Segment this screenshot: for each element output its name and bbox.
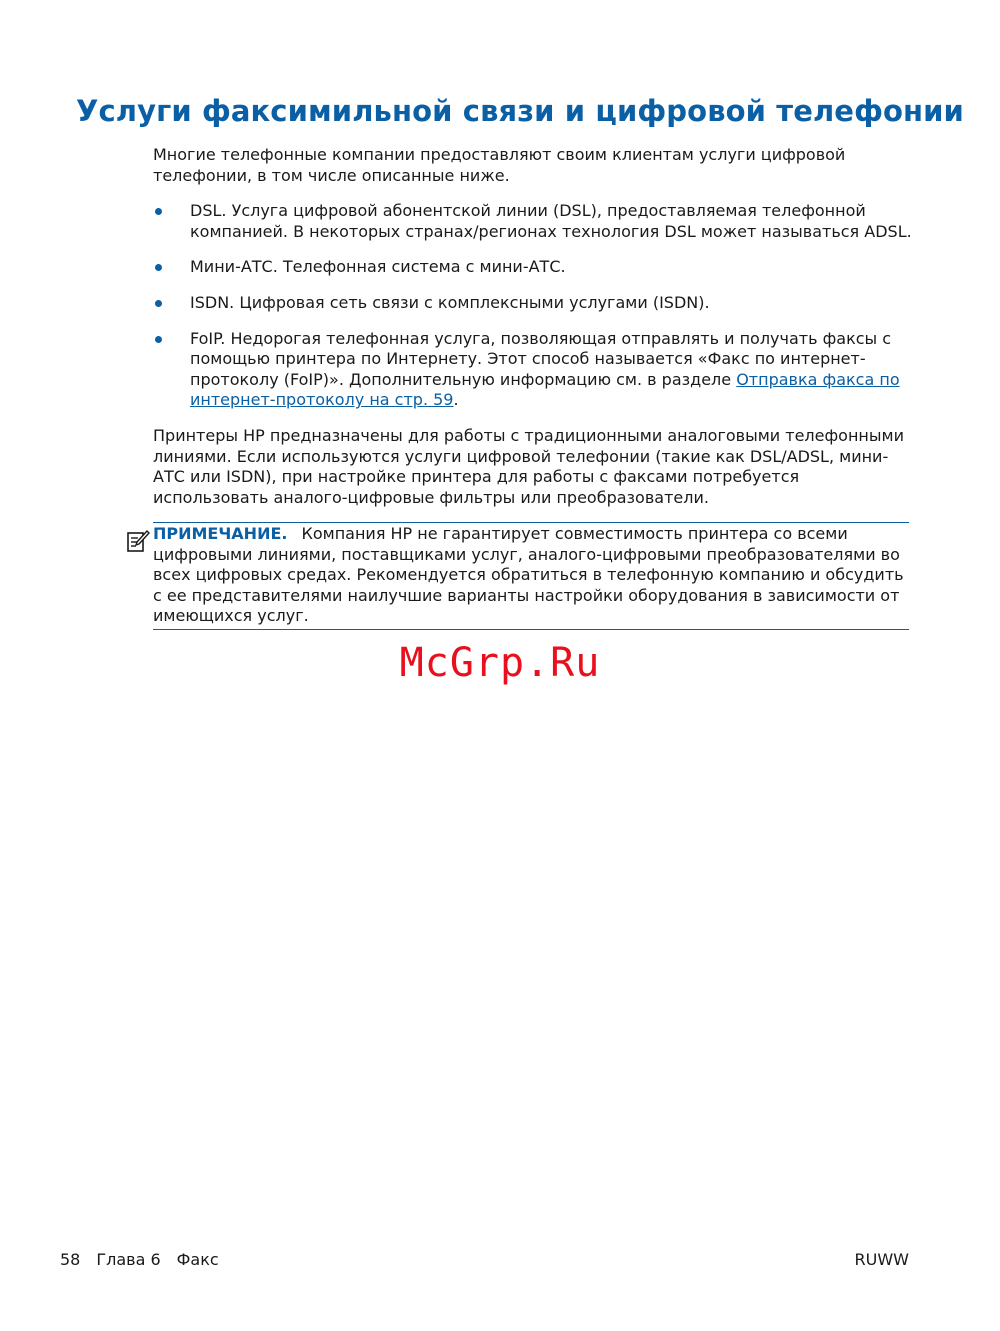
chapter-label: Глава 6 [96, 1250, 161, 1269]
bullet-icon [155, 300, 162, 307]
service-list [153, 201, 913, 411]
note-text: Компания HP не гарантирует совместимость принтера со всеми цифровыми линиями, поставщиками услуг, аналого-цифровыми преобразователями во всех цифровых средах. Рекомендуется обратиться в телефонную компанию и обсудить с ее представителями наилучшие варианты настройки оборудования в зависимости от имеющихся услуг. [153, 524, 904, 626]
hp-paragraph: Принтеры HP предназначены для работы с традиционными аналоговыми телефонными линиями. Если используются услуги цифровой телефонии (такие как DSL/ADSL, мини-АТС или ISDN), при настройке принтера для работы с факсами потребуется использовать аналого-цифровые фильтры или преобразователи. [153, 425, 904, 507]
intro-paragraph: Многие телефонные компании предоставляют своим клиентам услуги цифровой телефонии, в том числе описанные ниже. [153, 145, 846, 185]
footer-left [60, 1250, 235, 1269]
list-item [153, 329, 913, 411]
main-content [153, 145, 913, 508]
foip-section-link[interactable]: Отправка факса по интернет-протоколу на стр. 59 [190, 369, 900, 410]
footer-locale: RUWW [854, 1250, 909, 1269]
list-item [153, 293, 913, 314]
page-title: Услуги факсимильной связи и цифровой телефонии [76, 94, 964, 128]
watermark: McGrp.Ru [399, 640, 601, 686]
bullet-icon [155, 264, 162, 271]
note-box [153, 522, 909, 630]
list-item [153, 201, 913, 242]
note-pencil-icon [126, 529, 150, 553]
list-item-text: ISDN. Цифровая сеть связи с комплексными услугами (ISDN). [190, 292, 710, 312]
list-item [153, 257, 913, 278]
list-item-text: DSL. Услуга цифровой абонентской линии (DSL), предоставляемая телефонной компанией. В некоторых странах/регионах технология DSL может называться ADSL. [190, 201, 912, 241]
note-label: ПРИМЕЧАНИЕ. [153, 524, 288, 543]
bullet-icon [155, 208, 162, 215]
section-label: Факс [176, 1250, 219, 1269]
list-item-text: FoIP. Недорогая телефонная услуга, позволяющая отправлять и получать факсы с помощью принтера по Интернету. Этот способ называется «Факс по интернет-протоколу (FoIP)». Дополнительную информацию см. в разделе [190, 328, 892, 389]
bullet-icon [155, 336, 162, 343]
page-number: 58 [60, 1250, 81, 1269]
list-item-suffix: . [453, 390, 459, 410]
list-item-text: Мини-АТС. Телефонная система с мини-АТС. [190, 257, 566, 277]
